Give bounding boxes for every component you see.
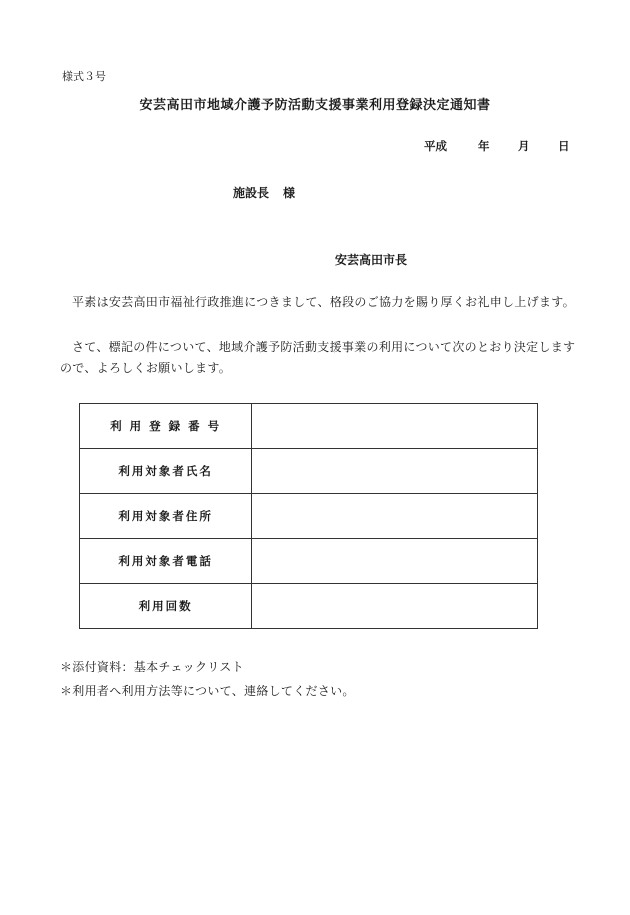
table-row xyxy=(80,404,538,449)
value-user-phone xyxy=(252,539,538,584)
date-month: 月 xyxy=(518,139,530,153)
form-number: 様式３号 xyxy=(62,70,106,83)
date-era: 平成 xyxy=(424,139,447,153)
note-contact-instruction: ＊利用者へ利用方法等について、連絡してください。 xyxy=(60,684,355,698)
label-user-name: 利用対象者氏名 xyxy=(80,449,252,494)
value-registration-number xyxy=(252,404,538,449)
date-year: 年 xyxy=(478,139,490,153)
addressee-honorific: 様 xyxy=(283,186,296,200)
note-attachment: ＊添付資料：基本チェックリスト xyxy=(60,660,244,674)
label-usage-count: 利用回数 xyxy=(80,584,252,629)
decision-paragraph: さて、標記の件について、地域介護予防活動支援事業の利用について次のとおり決定しますので、よろしくお願いします。 xyxy=(60,340,576,375)
document-title: 安芸高田市地域介護予防活動支援事業利用登録決定通知書 xyxy=(139,98,491,113)
date-line xyxy=(424,138,570,154)
registration-info-table xyxy=(79,403,538,629)
label-registration-number: 利 用 登 録 番 号 xyxy=(80,404,252,449)
value-user-address xyxy=(252,494,538,539)
greeting-paragraph: 平素は安芸高田市福祉行政推進につきまして、格段のご協力を賜り厚くお礼申し上げます。 xyxy=(72,295,575,309)
label-user-address: 利用対象者住所 xyxy=(80,494,252,539)
table-row xyxy=(80,494,538,539)
table-row xyxy=(80,584,538,629)
value-usage-count xyxy=(252,584,538,629)
table-row xyxy=(80,449,538,494)
label-user-phone: 利用対象者電話 xyxy=(80,539,252,584)
addressee xyxy=(233,184,295,201)
sender: 安芸高田市長 xyxy=(335,253,408,267)
value-user-name xyxy=(252,449,538,494)
table-row xyxy=(80,539,538,584)
addressee-name: 施設長 xyxy=(233,186,270,200)
date-day: 日 xyxy=(558,139,570,153)
